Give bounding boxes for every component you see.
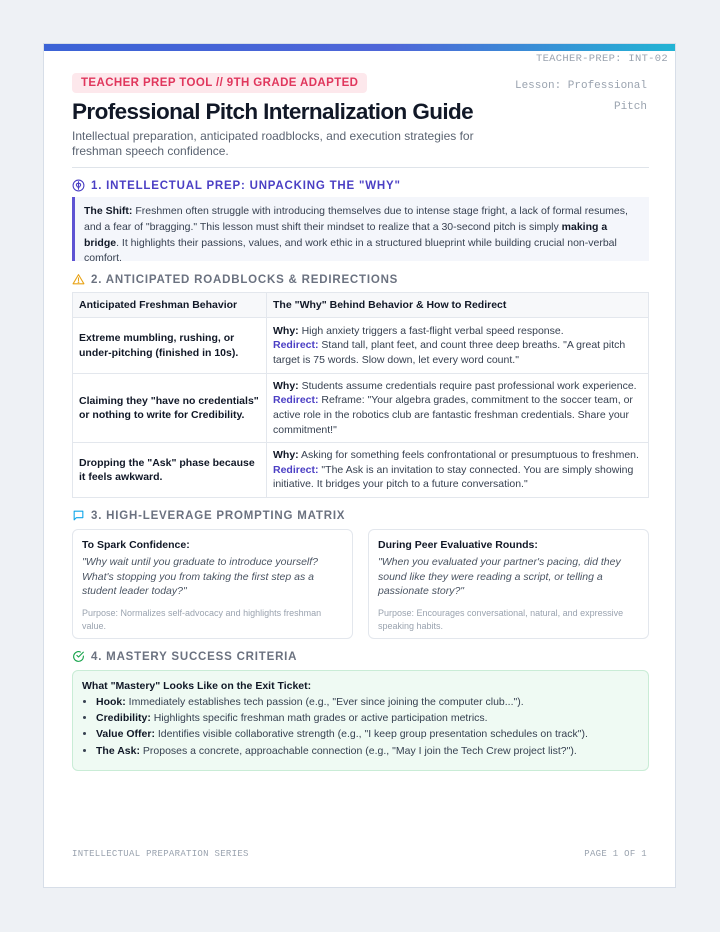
- brain-icon: [72, 179, 85, 192]
- redirect-cell: [267, 318, 649, 374]
- prompt-card-purpose: Purpose: Encourages conversational, natural, and expressive speaking habits.: [378, 607, 624, 631]
- section4-heading: [72, 650, 297, 663]
- why-label: Why:: [273, 379, 299, 392]
- redirect-label: Redirect:: [273, 463, 319, 476]
- criterion-text: Highlights specific freshman math grades or active participation metrics.: [150, 712, 488, 725]
- check-circle-icon: [72, 650, 85, 663]
- page-title: Professional Pitch Internalization Guide: [72, 99, 474, 124]
- list-item: [96, 743, 639, 759]
- shift-bold-phrase: making a bridge: [84, 220, 608, 249]
- why-text: Students assume credentials require past professional work experience.: [298, 379, 637, 392]
- table-row: [73, 374, 649, 443]
- criterion-label: The Ask:: [96, 744, 140, 757]
- section2-title: 2. ANTICIPATED ROADBLOCKS & REDIRECTIONS: [91, 273, 399, 286]
- prompting-matrix: [72, 529, 649, 639]
- table-header-row: [73, 293, 649, 318]
- criterion-label: Value Offer:: [96, 728, 155, 741]
- redirect-label: Redirect:: [273, 339, 319, 352]
- list-item: [96, 710, 639, 726]
- page-subtitle: Intellectual preparation, anticipated roadblocks, and execution strategies for freshman speech confidence.: [72, 129, 474, 158]
- prompt-card-title: To Spark Confidence:: [82, 539, 190, 551]
- redirect-label: Redirect:: [273, 394, 319, 407]
- section4-title: 4. MASTERY SUCCESS CRITERIA: [91, 650, 298, 663]
- shift-text-part1: Freshmen often struggle with introducing themselves due to intense stage fright, a lack of formal resumes, and a fear of "bragging." This lesson must shift their mindset to realize that a 30-second pitch is simply: [84, 205, 628, 233]
- why-label: Why:: [273, 324, 299, 337]
- shift-text-part2: . It highlights their passions, values, and work ethic in a structured blueprint while building crucial non-verbal comfort.: [84, 236, 617, 265]
- prompt-card-quote: "When you evaluated your partner's pacing, did they sound like they were reading a script, or telling a passionate story?": [378, 556, 621, 597]
- section1-title: 1. INTELLECTUAL PREP: UNPACKING THE "WHY": [91, 179, 401, 192]
- prompt-card-peer-evaluation: [368, 529, 649, 639]
- tool-badge: TEACHER PREP TOOL // 9TH GRADE ADAPTED: [72, 73, 367, 93]
- prompt-card-quote: "Why wait until you graduate to introduce yourself? What's stopping you from taking the first step as a student leader today?": [82, 556, 319, 597]
- chat-bubble-icon: [72, 509, 85, 522]
- prompt-card-purpose: Purpose: Normalizes self-advocacy and highlights freshman value.: [82, 607, 322, 631]
- header-accent-bar: [44, 44, 675, 51]
- redirect-cell: [267, 443, 649, 498]
- column-header-behavior: Anticipated Freshman Behavior: [73, 293, 267, 318]
- why-text: Asking for something feels confrontational or presumptuous to freshmen.: [298, 449, 639, 462]
- why-text: High anxiety triggers a fast-flight verbal speed response.: [298, 324, 564, 337]
- reference-id: TEACHER-PREP: INT-02: [535, 53, 668, 65]
- lesson-label: [507, 76, 647, 118]
- redirect-text: "The Ask is an invitation to stay connected. You are simply showing initiative. It bridges your pitch to a future conversation.": [273, 463, 634, 491]
- table-row: [73, 318, 649, 374]
- criterion-text: Proposes a concrete, approachable connection (e.g., "May I join the Tech Crew project list?").: [139, 744, 577, 757]
- why-label: Why:: [273, 449, 299, 462]
- prompt-card-title: During Peer Evaluative Rounds:: [378, 539, 538, 551]
- redirect-text: Stand tall, plant feet, and count three deep breaths. "A great pitch target is 75 words. Slow down, let every word count.": [273, 339, 626, 366]
- criterion-text: Identifies visible collaborative strength (e.g., "I keep group presentation schedules on track").: [154, 728, 588, 741]
- shift-callout: [72, 197, 649, 265]
- mastery-list: [82, 694, 639, 759]
- footer-series: INTELLECTUAL PREPARATION SERIES: [72, 849, 249, 859]
- mastery-title: What "Mastery" Looks Like on the Exit Ticket:: [82, 680, 312, 692]
- prompt-card-confidence: [72, 529, 353, 639]
- criterion-text: Immediately establishes tech passion (e.g., "Ever since joining the computer club...").: [125, 696, 524, 708]
- warning-icon: [72, 273, 85, 286]
- section2-heading: [72, 273, 398, 286]
- list-item: [96, 694, 639, 710]
- section3-title: 3. HIGH-LEVERAGE PROMPTING MATRIX: [91, 509, 346, 522]
- behavior-cell: Extreme mumbling, rushing, or under-pitching (finished in 10s).: [73, 318, 267, 374]
- header-divider: [72, 167, 649, 168]
- criterion-label: Hook:: [96, 696, 126, 708]
- table-row: [73, 443, 649, 498]
- lesson-label-line2: Pitch: [613, 101, 647, 113]
- behavior-cell: Dropping the "Ask" phase because it feels awkward.: [73, 443, 267, 498]
- roadblocks-table: [72, 292, 649, 498]
- mastery-criteria-box: [72, 670, 649, 771]
- column-header-redirect: The "Why" Behind Behavior & How to Redirect: [267, 293, 649, 318]
- redirect-cell: [267, 374, 649, 443]
- shift-label: The Shift:: [84, 205, 133, 217]
- document-page: [43, 43, 676, 888]
- list-item: [96, 726, 639, 742]
- section1-heading: [72, 179, 401, 192]
- footer-page-number: PAGE 1 OF 1: [584, 849, 647, 859]
- redirect-text: Reframe: "Your algebra grades, commitment to the soccer team, or active role in the robotics club are fantastic freshman credentials. Share your commitment!": [273, 394, 633, 436]
- section3-heading: [72, 509, 345, 522]
- lesson-label-line1: Lesson: Professional: [514, 80, 647, 92]
- behavior-cell: Claiming they "have no credentials" or nothing to write for Credibility.: [73, 374, 267, 443]
- criterion-label: Credibility:: [96, 712, 151, 725]
